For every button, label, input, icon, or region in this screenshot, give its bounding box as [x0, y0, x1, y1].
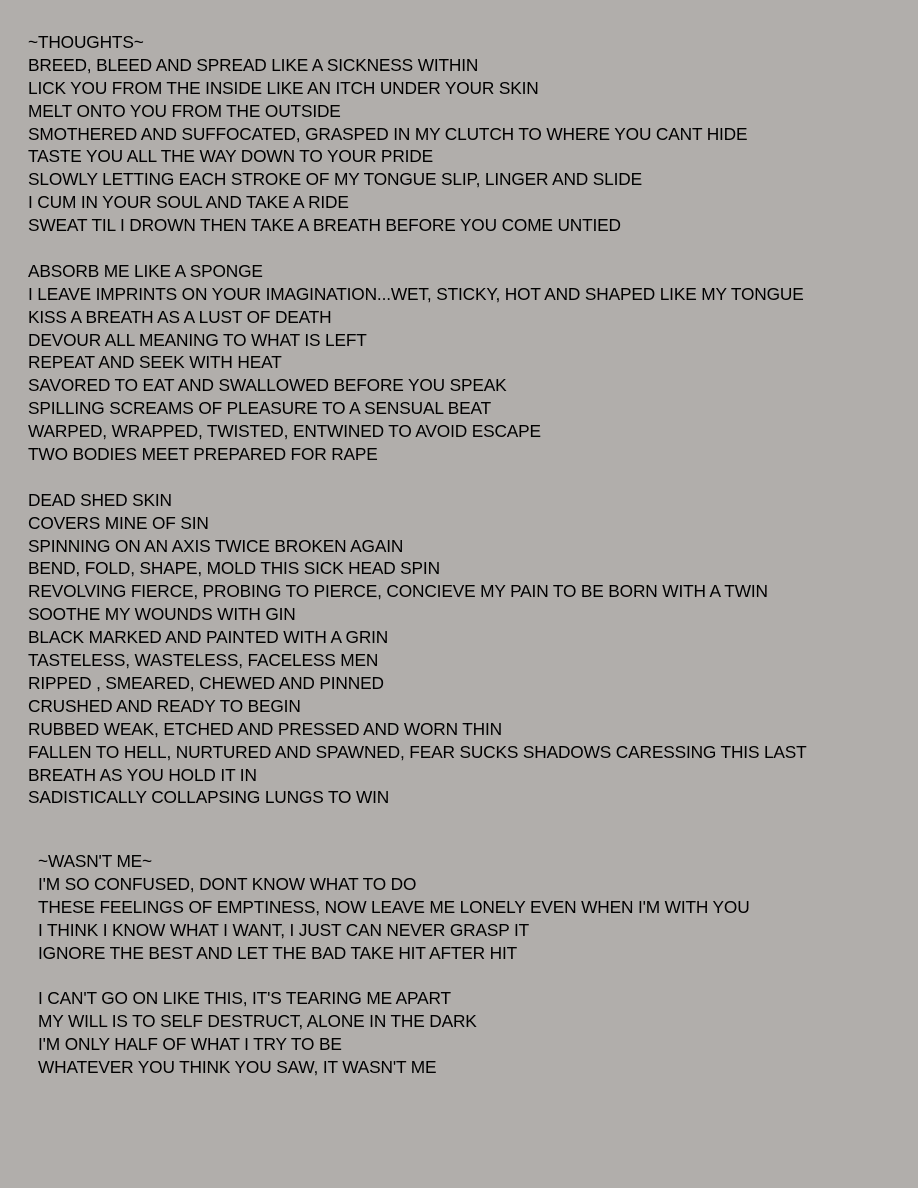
- poem-line: KISS A BREATH AS A LUST OF DEATH: [28, 306, 332, 327]
- poem-line: WHATEVER YOU THINK YOU SAW, IT WASN'T ME: [38, 1057, 437, 1078]
- poem-line: SPILLING SCREAMS OF PLEASURE TO A SENSUAL BEAT: [28, 398, 492, 419]
- poem-line: TASTELESS, WASTELESS, FACELESS MEN: [28, 650, 379, 671]
- stanza-break: [28, 237, 807, 260]
- poem-line: I CUM IN YOUR SOUL AND TAKE A RIDE: [28, 192, 349, 213]
- poem-line: SMOTHERED AND SUFFOCATED, GRASPED IN MY CLUTCH TO WHERE YOU CANT HIDE: [28, 123, 748, 144]
- poem-line: ABSORB ME LIKE A SPONGE: [28, 260, 263, 281]
- poem-line: SADISTICALLY COLLAPSING LUNGS TO WIN: [28, 787, 390, 808]
- poem-line: REVOLVING FIERCE, PROBING TO PIERCE, CONCIEVE MY PAIN TO BE BORN WITH A TWIN: [28, 581, 768, 602]
- poem-line: THESE FEELINGS OF EMPTINESS, NOW LEAVE ME LONELY EVEN WHEN I'M WITH YOU: [38, 896, 750, 917]
- poem-line: I THINK I KNOW WHAT I WANT, I JUST CAN NEVER GRASP IT: [38, 919, 530, 940]
- poem-line: SLOWLY LETTING EACH STROKE OF MY TONGUE SLIP, LINGER AND SLIDE: [28, 169, 642, 190]
- poem-line: I'M SO CONFUSED, DONT KNOW WHAT TO DO: [38, 873, 417, 894]
- poem-line: I LEAVE IMPRINTS ON YOUR IMAGINATION...WET, STICKY, HOT AND SHAPED LIKE MY TONGUE: [28, 283, 804, 304]
- poem-line: IGNORE THE BEST AND LET THE BAD TAKE HIT AFTER HIT: [38, 942, 518, 963]
- poem-line: MY WILL IS TO SELF DESTRUCT, ALONE IN THE DARK: [38, 1011, 477, 1032]
- poem-line: DEAD SHED SKIN: [28, 489, 172, 510]
- poem-title: ~THOUGHTS~: [28, 32, 144, 52]
- poem-line: TWO BODIES MEET PREPARED FOR RAPE: [28, 444, 378, 465]
- poem-line: BREED, BLEED AND SPREAD LIKE A SICKNESS WITHIN: [28, 54, 479, 75]
- poem-line: BEND, FOLD, SHAPE, MOLD THIS SICK HEAD SPIN: [28, 558, 440, 579]
- poem-line: REPEAT AND SEEK WITH HEAT: [28, 352, 282, 373]
- poem-line: I'M ONLY HALF OF WHAT I TRY TO BE: [38, 1034, 342, 1055]
- poem-line: FALLEN TO HELL, NURTURED AND SPAWNED, FEAR SUCKS SHADOWS CARESSING THIS LAST: [28, 741, 807, 762]
- poem-line: MELT ONTO YOU FROM THE OUTSIDE: [28, 100, 341, 121]
- stanza-break: [38, 964, 750, 987]
- poem-line: DEVOUR ALL MEANING TO WHAT IS LEFT: [28, 329, 367, 350]
- poem-line: SAVORED TO EAT AND SWALLOWED BEFORE YOU SPEAK: [28, 375, 507, 396]
- poem-line: I CAN'T GO ON LIKE THIS, IT'S TEARING ME APART: [38, 988, 451, 1009]
- poem-line: SPINNING ON AN AXIS TWICE BROKEN AGAIN: [28, 535, 404, 556]
- poem-line: WARPED, WRAPPED, TWISTED, ENTWINED TO AVOID ESCAPE: [28, 421, 541, 442]
- poem-wasnt-me: [38, 850, 750, 1079]
- poem-thoughts: [28, 31, 807, 809]
- poem-line: BREATH AS YOU HOLD IT IN: [28, 764, 257, 785]
- poem-line: BLACK MARKED AND PAINTED WITH A GRIN: [28, 627, 389, 648]
- poem-title: ~WASN'T ME~: [38, 851, 153, 871]
- poem-line: CRUSHED AND READY TO BEGIN: [28, 695, 301, 716]
- poem-line: LICK YOU FROM THE INSIDE LIKE AN ITCH UNDER YOUR SKIN: [28, 77, 539, 98]
- poem-line: RIPPED , SMEARED, CHEWED AND PINNED: [28, 672, 384, 693]
- poem-line: COVERS MINE OF SIN: [28, 512, 209, 533]
- poem-line: TASTE YOU ALL THE WAY DOWN TO YOUR PRIDE: [28, 146, 434, 167]
- stanza-break: [28, 466, 807, 489]
- poem-line: SWEAT TIL I DROWN THEN TAKE A BREATH BEFORE YOU COME UNTIED: [28, 215, 621, 236]
- poem-line: RUBBED WEAK, ETCHED AND PRESSED AND WORN THIN: [28, 718, 502, 739]
- poem-line: SOOTHE MY WOUNDS WITH GIN: [28, 604, 296, 625]
